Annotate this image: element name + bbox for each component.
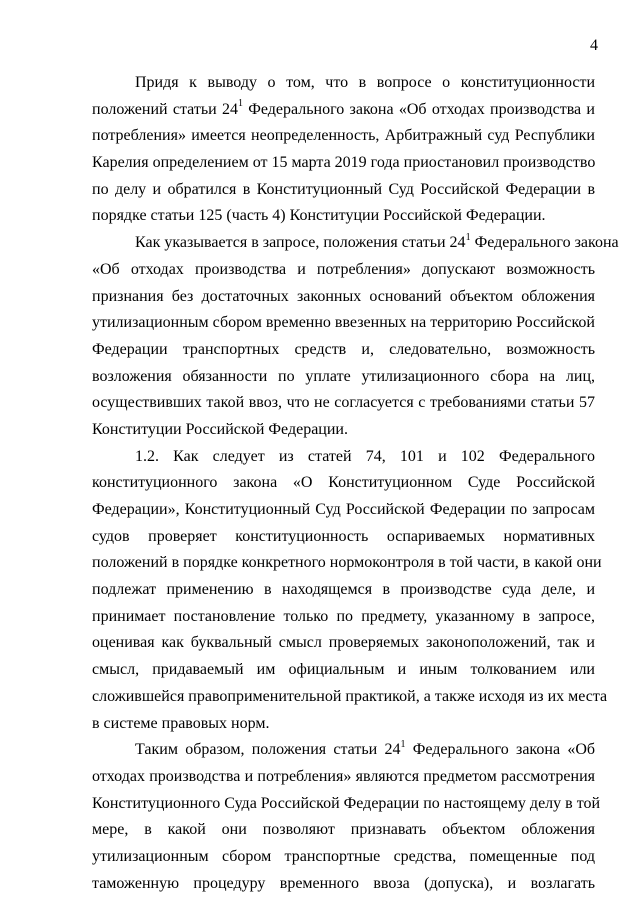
text-line: Конституционного Суда Российской Федерации по настоящему делу в той [92,794,601,812]
text-line: Придя к выводу о том, что в вопросе о конституционности [135,74,595,91]
text-line: таможенную процедуру временного ввоза (допуска), и возлагать [92,874,595,892]
text-line: подлежат применению в находящемся в производстве суда деле, и [92,581,595,599]
text-line: в системе правовых норм. [92,714,270,732]
text-line: мере, в какой они позволяют признавать объектом обложения [92,821,595,839]
text-line: Как указывается в запросе, положения статьи $24^1$ Федерального закона [135,231,619,252]
text-line: Таким образом, положения статьи $24^1$ Федерального закона «Об [135,738,596,759]
paragraph [92,737,601,897]
text-line: положений в порядке конкретного нормоконтроля в той части, в какой они [92,554,602,572]
text-line: принимает постановление только по предмету, указанному в запросе, [92,607,595,625]
text-line: «Об отходах производства и потребления» допускают возможность [92,260,595,278]
text-line: утилизационным сбором транспортные средства, помещенные под [92,847,595,865]
text-line: утилизационным сбором временно ввезенных на территорию Российской [92,314,595,332]
text-line: сложившейся правоприменительной практикой, а также исходя из их места [92,687,608,705]
text-line: Федерации», Конституционный Суд Российской Федерации по запросам [92,501,595,518]
text-line: отходах производства и потребления» являются предметом рассмотрения [92,767,595,785]
paragraph [92,70,595,230]
text-line: Федерации транспортных средств и, следовательно, возможность [92,340,595,358]
paragraph [92,230,619,444]
text-line: признания без достаточных законных оснований объектом обложения [92,287,595,305]
text-line: Конституции Российской Федерации. [92,420,348,438]
text-line: осуществивших такой ввоз, что не согласуется с требованиями статьи 57 [92,394,595,412]
text-line: положений статьи $24^1$ Федерального закона «Об отходах производства и [92,98,595,118]
text-line: конституционного закона «О Конституционном Суде Российской [92,474,595,492]
document-body [92,70,619,897]
text-line: судов проверяет конституционность оспариваемых нормативных [92,527,595,545]
text-line: порядке статьи 125 (часть 4) Конституции Российской Федерации. [92,207,546,225]
text-line: оценивая как буквальный смысл проверяемых законоположений, так и [92,634,595,652]
text-line: возложения обязанности по уплате утилизационного сбора на лиц, [92,367,595,385]
text-line: потребления» имеется неопределенность, Арбитражный суд Республики [92,127,595,145]
text-line: по делу и обратился в Конституционный Суд Российской Федерации в [92,180,595,198]
text-line: 1.2. Как следует из статей 74, 101 и 102 Федерального [135,447,595,465]
text-line: Карелия определением от 15 марта 2019 года приостановил производство [92,154,596,172]
page-number: 4 [590,37,598,54]
paragraph [92,444,608,738]
text-line: смысл, придаваемый им официальным и иным толкованием или [92,661,595,679]
